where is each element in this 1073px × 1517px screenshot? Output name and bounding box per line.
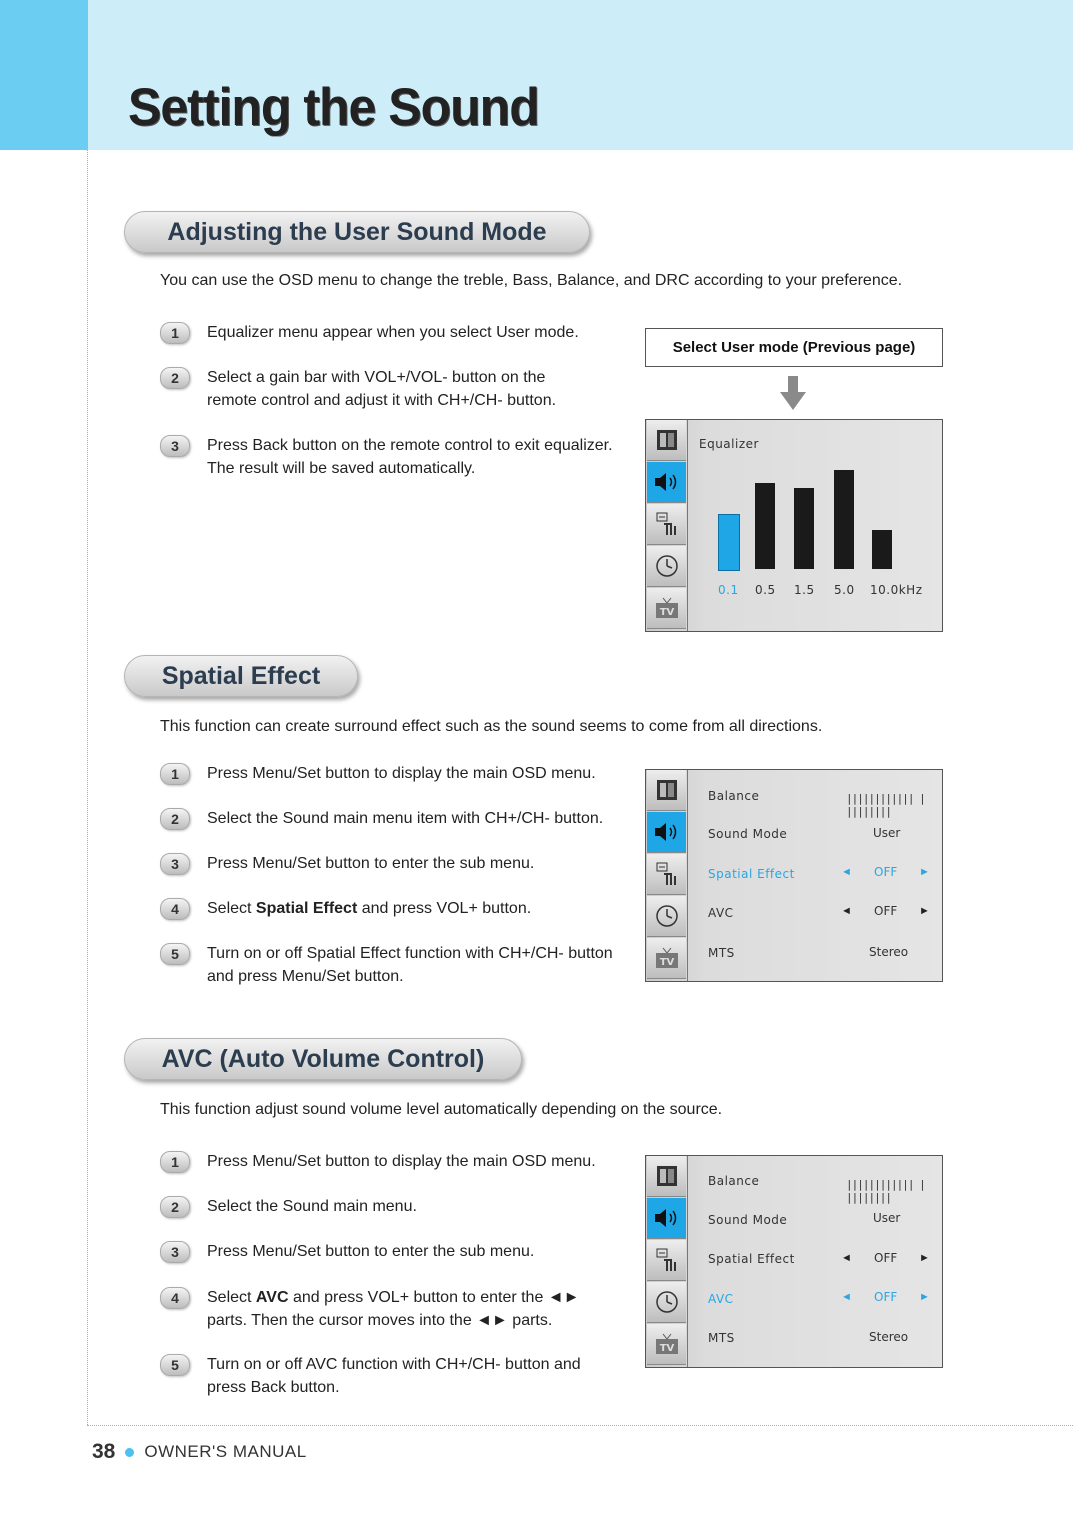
page-number: 38 [92,1440,116,1463]
step-number-badge: 2 [160,367,190,389]
osd-mts-label[interactable]: MTS [708,946,735,960]
step-text: Select Spatial Effect and press VOL+ button. [207,900,532,917]
equalizer-bar-1.5[interactable] [794,488,814,569]
step-number-badge: 4 [160,1287,190,1309]
step-number-badge: 5 [160,943,190,965]
osd-equalizer-screen [645,419,943,632]
step-text: Press Menu/Set button to display the main OSD menu. [207,1153,596,1170]
equalizer-bar-5.0[interactable] [834,470,854,569]
section-heading-avc: AVC (Auto Volume Control) [124,1038,522,1080]
step-text: Select the Sound main menu item with CH+/CH- button. [207,810,604,827]
bottom-dotted-rule [87,1425,1073,1426]
step-text: Turn on or off Spatial Effect function with CH+/CH- button and press Menu/Set button. [207,945,613,985]
section-intro-user-sound: You can use the OSD menu to change the treble, Bass, Balance, and DRC according to your preference. [160,272,903,289]
equalizer-label: Equalizer [699,437,759,451]
svg-text:TV: TV [659,607,674,618]
equalizer-freq-label: 0.1 [718,583,739,597]
equalizer-bar-0.1[interactable] [718,514,740,571]
sound-mode-value: User [873,826,901,840]
step-item [160,762,627,785]
section-intro-spatial: This function can create surround effect such as the sound seems to come from all directions. [160,718,823,735]
avc-value: OFF [874,904,898,918]
step-number-badge: 3 [160,1241,190,1263]
setup-menu-icon[interactable] [647,504,686,545]
right-arrow-icon[interactable]: ► [919,1291,930,1303]
left-arrow-icon[interactable]: ◄ [841,905,852,917]
section-heading-spatial: Spatial Effect [124,655,358,697]
spatial-effect-value: OFF [874,1251,898,1265]
step-item [160,1286,592,1332]
clock-menu-icon[interactable] [647,546,686,587]
step-item [160,366,567,412]
step-number-badge: 3 [160,853,190,875]
osd-avc-label[interactable]: AVC [708,906,734,920]
setup-menu-icon[interactable] [647,1240,686,1281]
step-item [160,1353,592,1399]
page-footer [92,1440,307,1464]
step-text: Turn on or off AVC function with CH+/CH- button and press Back button. [207,1356,581,1396]
left-arrow-icon[interactable]: ◄ [841,866,852,878]
clock-menu-icon[interactable] [647,896,686,937]
osd-avc-label[interactable]: AVC [708,1292,734,1306]
svg-text:TV: TV [659,1343,674,1354]
right-arrow-icon[interactable]: ► [919,866,930,878]
section-intro-avc: This function adjust sound volume level automatically depending on the source. [160,1101,723,1118]
sound-menu-icon[interactable] [647,812,686,853]
step-text: Press Back button on the remote control to exit equalizer. The result will be saved automatically. [207,437,613,477]
equalizer-bar-10.0kHz[interactable] [872,530,892,569]
picture-menu-icon[interactable] [647,1156,686,1197]
osd-sound-mode-label[interactable]: Sound Mode [708,827,788,841]
step-number-badge: 5 [160,1354,190,1376]
osd-sidebar [646,420,688,631]
sound-menu-icon[interactable] [647,1198,686,1239]
osd-sidebar [646,1156,688,1367]
step-number-badge: 2 [160,1196,190,1218]
select-user-mode-box: Select User mode (Previous page) [645,328,943,367]
step-item [160,942,617,988]
step-number-badge: 1 [160,1151,190,1173]
section-heading-user-sound: Adjusting the User Sound Mode [124,211,590,253]
osd-mts-label[interactable]: MTS [708,1331,735,1345]
osd-spatial-effect-label[interactable]: Spatial Effect [708,867,795,881]
balance-scale: |||||||||||| | |||||||| [846,1178,925,1204]
step-text: Select the Sound main menu. [207,1198,417,1215]
right-arrow-icon[interactable]: ► [919,905,930,917]
tv-menu-icon[interactable] [647,938,686,979]
step-number-badge: 1 [160,322,190,344]
equalizer-freq-label: 0.5 [755,583,776,597]
right-arrow-icon[interactable]: ► [919,1252,930,1264]
page-title: Setting the Sound [128,77,539,137]
picture-menu-icon[interactable] [647,420,686,461]
step-item [160,1150,627,1173]
step-item [160,852,627,875]
osd-balance-label[interactable]: Balance [708,789,760,803]
avc-value: OFF [874,1290,898,1304]
step-item [160,321,627,344]
step-item [160,1195,627,1218]
osd-sidebar [646,770,688,981]
tv-menu-icon[interactable] [647,588,686,629]
tv-menu-icon[interactable] [647,1324,686,1365]
step-text: Press Menu/Set button to display the main OSD menu. [207,765,596,782]
left-arrow-icon[interactable]: ◄ [841,1291,852,1303]
equalizer-freq-label: 5.0 [834,583,855,597]
osd-avc-screen [645,1155,943,1368]
sound-mode-value: User [873,1211,901,1225]
down-arrow-icon [780,376,806,410]
left-arrow-icon[interactable]: ◄ [841,1252,852,1264]
step-number-badge: 2 [160,808,190,830]
osd-balance-label[interactable]: Balance [708,1174,760,1188]
picture-menu-icon[interactable] [647,770,686,811]
equalizer-bar-0.5[interactable] [755,483,775,569]
manual-label: OWNER'S MANUAL [144,1442,307,1461]
step-item [160,807,627,830]
mts-value: Stereo [869,945,909,959]
svg-text:TV: TV [659,957,674,968]
step-text: Select a gain bar with VOL+/VOL- button on the remote control and adjust it with CH+/CH- button. [207,369,557,409]
balance-scale: |||||||||||| | |||||||| [846,792,925,818]
step-text: Select AVC and press VOL+ button to enter the ◄► parts. Then the cursor moves into the ◄► parts. [207,1289,580,1329]
step-item [160,1240,627,1263]
mts-value: Stereo [869,1330,909,1344]
step-number-badge: 1 [160,763,190,785]
equalizer-freq-label: 1.5 [794,583,815,597]
step-item [160,897,627,920]
step-item [160,434,617,480]
step-text: Equalizer menu appear when you select User mode. [207,324,579,341]
footer-dot-icon [125,1448,134,1457]
osd-sound-mode-label[interactable]: Sound Mode [708,1213,788,1227]
left-dotted-rule [87,150,88,1425]
osd-spatial-effect-label[interactable]: Spatial Effect [708,1252,795,1266]
clock-menu-icon[interactable] [647,1282,686,1323]
osd-spatial-screen [645,769,943,982]
spatial-effect-value: OFF [874,865,898,879]
step-number-badge: 4 [160,898,190,920]
step-text: Press Menu/Set button to enter the sub menu. [207,855,535,872]
step-text: Press Menu/Set button to enter the sub menu. [207,1243,535,1260]
sound-menu-icon[interactable] [647,462,686,503]
step-number-badge: 3 [160,435,190,457]
setup-menu-icon[interactable] [647,854,686,895]
header-tab [0,0,88,150]
equalizer-freq-label: 10.0kHz [870,583,923,597]
